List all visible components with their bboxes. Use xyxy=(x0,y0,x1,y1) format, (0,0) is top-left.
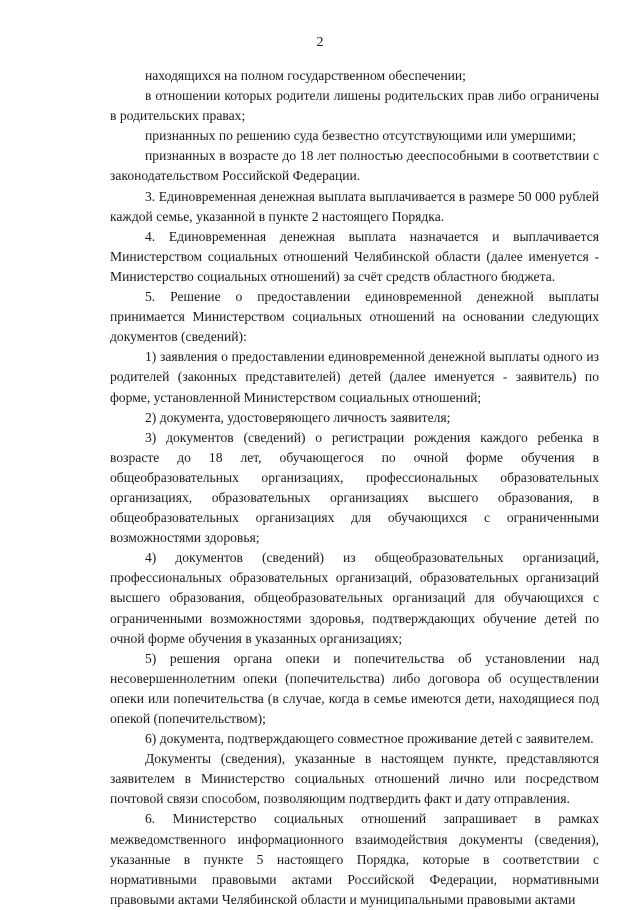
subitem-1: 1) заявления о предоставлении единовременной денежной выплаты одного из родителей (законных представителей) детей (далее именуется - заявитель) по форме, установленной Министерством социальных отношений; xyxy=(110,349,599,405)
paragraph-4: признанных в возрасте до 18 лет полностью дееспособными в соответствии с законодательством Российской Федерации. xyxy=(110,148,599,184)
documents-submission-paragraph: Документы (сведения), указанные в настоящем пункте, представляются заявителем в Министерство социальных отношений лично или посредством почтовой связи способом, позволяющим подтвердить факт и дату отправления. xyxy=(110,751,599,807)
subitem-6: 6) документа, подтверждающего совместное проживание детей с заявителем. xyxy=(145,731,594,747)
document-body xyxy=(110,66,599,910)
page-number: 2 xyxy=(316,35,324,50)
paragraph-1: находящихся на полном государственном обеспечении; xyxy=(145,68,466,83)
paragraph-item-6: 6. Министерство социальных отношений запрашивает в рамках межведомственного информационного взаимодействия документы (сведения), указанные в пункте 5 настоящего Порядка, которые в соответствии с нормативными правовыми актами Российской Федерации, нормативными правовыми актами Челябинской области и муниципальными правовыми актами xyxy=(110,811,599,907)
subitem-2: 2) документа, удостоверяющего личность заявителя; xyxy=(145,409,451,425)
subitem-5: 5) решения органа опеки и попечительства об установлении над несовершеннолетним опеки (попечительства) либо договора об осуществлении опеки или попечительства (в случае, когда в семье имеются дети, находящиеся под опекой (попечительством); xyxy=(110,650,599,726)
subitem-4: 4) документов (сведений) из общеобразовательных организаций, профессиональных образовательных организаций, образовательных организаций высшего образования, общеобразовательных организаций для обучающихся с ограниченными возможностями здоровья, подтверждающих обучение детей по очной форме обучения в указанных организациях; xyxy=(110,550,599,646)
paragraph-item-5: 5. Решение о предоставлении единовременной денежной выплаты принимается Министерством социальных отношений на основании следующих документов (сведений): xyxy=(110,289,599,345)
paragraph-2: в отношении которых родители лишены родительских прав либо ограничены в родительских правах; xyxy=(110,88,599,124)
paragraph-3: признанных по решению суда безвестно отсутствующими или умершими; xyxy=(145,128,576,144)
subitem-3: 3) документов (сведений) о регистрации рождения каждого ребенка в возрасте до 18 лет, обучающегося по очной форме обучения в общеобразовательных организациях, профессиональных образовательных организациях, образовательных организациях высшего образования, в общеобразовательных организациях для обучающихся с ограниченными возможностями здоровья; xyxy=(110,429,599,546)
paragraph-item-4: 4. Единовременная денежная выплата назначается и выплачивается Министерством социальных отношений Челябинской области (далее именуется - Министерство социальных отношений) за счёт средств областного бюджета. xyxy=(110,228,599,284)
paragraph-item-3: 3. Единовременная денежная выплата выплачивается в размере 50 000 рублей каждой семье, указанной в пункте 2 настоящего Порядка. xyxy=(110,188,599,224)
